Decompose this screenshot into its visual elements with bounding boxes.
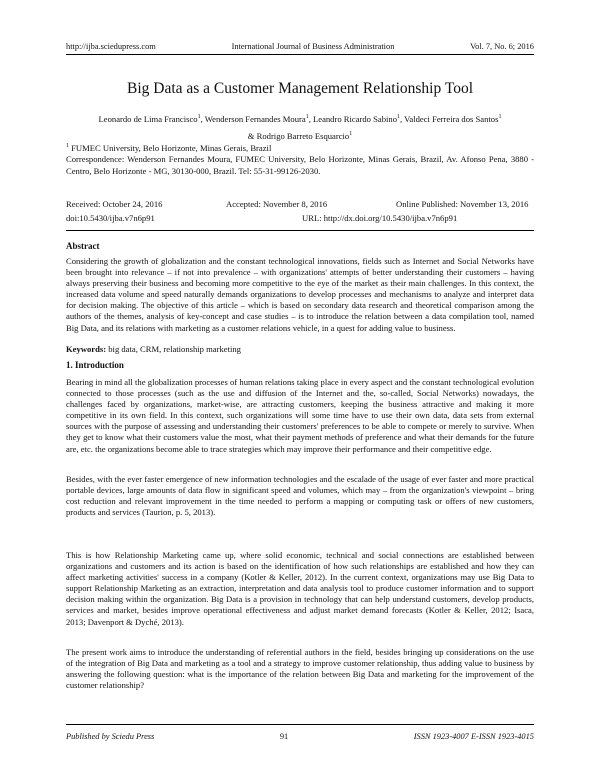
abstract-text: Considering the growth of globalization and the constant technological innovations, fields such as Internet and Social Networks have been brought into relevance – if not into prevalence – with organizations' attempts of better understanding their customers – having always preserving their business and becoming more competitive to the eye of the market as their main challenges. In this context, the increased data volume and speed naturally demands organizations to develop processes and mechanisms to analyze and interpret data for decision making. The objective of this article – which is based on secondary data research and theoretical comparison among the authors of the themes, analysis of key-concept and case studies – is to introduce the relation between a data compilation tool, named Big Data, and its relations with marketing as a customer relations vehicle, in a quest for adding value to business. [66, 256, 534, 333]
identifiers [66, 213, 534, 223]
keywords-label: Keywords: [66, 344, 107, 354]
author: Valdeci Ferreira dos Santos$^1$ [404, 113, 502, 124]
received-date: Received: October 24, 2016 [66, 199, 163, 209]
paragraph: This is how Relationship Marketing came up, where solid economic, technical and social connections are established between organizations and customers and its action is based on the identification of how such relationships are established and how they can affect marketing activities' success in a company (Kotler & Keller, 2012). In the current context, organizations may use Big Data to support Relationship Marketing as an extraction, interpretation and data analysis tool to produce customer information and to support decision making within the organization. Big Data is a provision in technology that can help understand customers, develop products, services and market, besides improve operational effectiveness and adjust market demand forecasts (Kotler & Keller, 2012; Isaca, 2013; Davenport & Dyché, 2013). [66, 550, 534, 627]
paragraph: Besides, with the ever faster emergence of new information technologies and the escalade of the usage of ever faster and more practical portable devices, large amounts of data flow in significant speed and volumes, which may – from the organization's viewpoint – bring cost reduction and relevant improvement in the time needed to perform a mapping or computing task or offers of new customers, products and services (Taurion, p. 5, 2013). [66, 474, 534, 518]
abstract-heading: Abstract [66, 241, 100, 251]
section-rule [66, 230, 534, 231]
affiliation: $^1$ FUMEC University, Belo Horizonte, Minas Gerais, Brazil [66, 142, 272, 153]
journal-url[interactable]: http://ijba.sciedupress.com [66, 42, 156, 51]
author-list [66, 110, 534, 144]
issn: ISSN 1923-4007 E-ISSN 1923-4015 [413, 732, 534, 741]
section-heading: 1. Introduction [66, 360, 124, 370]
page-number: 91 [279, 732, 289, 741]
publisher: Published by Sciedu Press [66, 732, 155, 741]
author: Wenderson Fernandes Moura$^1$, [204, 113, 313, 124]
footer-rule [66, 724, 534, 725]
keywords-text: big data, CRM, relationship marketing [106, 344, 241, 354]
running-header [66, 42, 534, 51]
paragraph: Bearing in mind all the globalization processes of human relations taking place in every aspect and the constant technological evolution connected to those processes (such as the use and diffusion of the Internet and the, so-called, Social Networks) nowadays, the challenges faced by organizations, market-wise, are attracting customers, keeping the business attractive and making it more competitive in its own field. In this context, such organizations will some time have to use their own data, data sets from external sources with the purpose of assessing and understanding their customers' preferences to be able to compete or merely to survive. When they get to know what their customers value the most, what their payment methods of preference and what their demands for the future are, etc. the organizations become able to trace strategies which may improve their performance and their competitive edge. [66, 377, 534, 454]
header-rule [66, 54, 534, 55]
doi-url[interactable]: URL: http://dx.doi.org/10.5430/ijba.v7n6p91 [302, 213, 458, 223]
volume-info: Vol. 7, No. 6; 2016 [470, 42, 534, 51]
keywords [66, 344, 534, 354]
author: Leonardo de Lima Francisco$^1$, [98, 113, 205, 124]
doi: doi:10.5430/ijba.v7n6p91 [66, 213, 155, 223]
author: Leandro Ricardo Sabino$^1$, [313, 113, 405, 124]
publication-dates [66, 199, 534, 209]
online-date: Online Published: November 13, 2016 [396, 199, 529, 209]
journal-name: International Journal of Business Administration [231, 42, 395, 51]
paragraph: The present work aims to introduce the understanding of referential authors in the field, besides bringing up considerations on the use of the integration of Big Data and marketing as a tool and a strategy to improve customer relationship, thus adding value to business by answering the following question: what is the importance of the relation between Big Data and marketing for the improvement of the customer relationship? [66, 647, 534, 691]
correspondence: Correspondence: Wenderson Fernandes Moura, FUMEC University, Belo Horizonte, Minas Gerais, Brazil, Av. Afonso Pena, 3880 - Centro, Belo Horizonte - MG, 30130-000, Brazil. Tel: 55-31-99126-2030. [66, 154, 534, 176]
paper-title: Big Data as a Customer Management Relationship Tool [126, 80, 474, 97]
page-footer [66, 732, 534, 741]
author: & Rodrigo Barreto Esquarcio$^1$ [247, 130, 353, 141]
accepted-date: Accepted: November 8, 2016 [226, 199, 328, 209]
